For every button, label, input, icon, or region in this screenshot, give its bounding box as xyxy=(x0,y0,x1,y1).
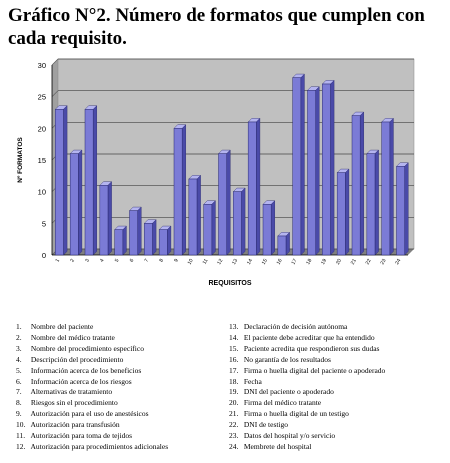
y-tick-label: 20 xyxy=(37,124,46,134)
legend-item-number: 18. xyxy=(229,376,239,386)
x-axis-title: REQUISITOS xyxy=(208,280,252,287)
bar xyxy=(293,78,301,255)
bar xyxy=(189,179,197,255)
x-tick-label: 5 xyxy=(113,258,121,264)
legend-item-text: Nombre del procedimiento específico xyxy=(30,343,144,353)
legend-item-number: 20. xyxy=(229,398,239,408)
bar xyxy=(337,173,345,255)
legend-item-text: Fecha xyxy=(243,376,262,386)
legend-item xyxy=(229,344,449,355)
legend-item xyxy=(229,387,449,398)
legend-item xyxy=(229,431,449,442)
x-tick-label: 23 xyxy=(379,258,388,266)
legend-right-column xyxy=(229,322,449,453)
legend-item xyxy=(16,442,226,453)
bar-side xyxy=(108,182,112,255)
legend-item xyxy=(16,355,226,366)
bar xyxy=(352,116,360,255)
legend-item-number: 17. xyxy=(229,365,239,375)
y-tick-label: 10 xyxy=(37,187,46,197)
bar xyxy=(308,90,316,255)
bar xyxy=(248,122,256,255)
bar xyxy=(55,109,63,255)
legend-item-text: Paciente acredita que respondieron sus dudas xyxy=(243,343,380,353)
bar xyxy=(397,166,405,255)
bar-side xyxy=(360,112,364,255)
legend-item-text: Firma del médico tratante xyxy=(243,398,322,408)
x-tick-label: 2 xyxy=(69,258,76,264)
bar-side xyxy=(316,87,320,255)
legend-item-number: 4. xyxy=(16,354,22,364)
legend-item-number: 16. xyxy=(229,354,239,364)
bar-side xyxy=(345,169,349,255)
bar-side xyxy=(138,207,142,255)
legend-item-text: Autorización para procedimientos adicionales xyxy=(30,441,169,451)
legend-item xyxy=(229,409,449,420)
legend-item xyxy=(229,442,449,453)
legend-item-number: 23. xyxy=(229,431,239,441)
legend-item xyxy=(229,398,449,409)
legend-item-text: Datos del hospital y/o servicio xyxy=(243,431,336,441)
bar-side xyxy=(197,175,201,255)
legend-item-text: Membrete del hospital xyxy=(243,441,312,451)
legend-item-number: 19. xyxy=(229,387,239,397)
legend-item xyxy=(16,344,226,355)
legend-item xyxy=(229,333,449,344)
y-axis-title: Nº FORMATOS xyxy=(17,137,24,183)
bar-side xyxy=(390,118,394,255)
legend-item-text: Información acerca de los riesgos xyxy=(30,376,132,386)
legend-item xyxy=(229,377,449,388)
bar-side xyxy=(63,106,67,255)
legend-item xyxy=(16,398,226,409)
legend-item-number: 14. xyxy=(229,332,239,342)
bar xyxy=(85,109,93,255)
legend-item-number: 10. xyxy=(16,420,26,430)
legend-item xyxy=(16,431,226,442)
bar xyxy=(174,128,182,255)
legend-item-text: El paciente debe acreditar que ha entendido xyxy=(243,332,375,342)
legend-item-number: 6. xyxy=(16,376,22,386)
legend-item-number: 22. xyxy=(229,420,239,430)
x-tick-label: 16 xyxy=(275,258,284,266)
legend-item xyxy=(16,366,226,377)
x-tick-label: 13 xyxy=(231,258,240,266)
legend-item-text: Autorización para transfusión xyxy=(30,420,120,430)
legend-item xyxy=(229,420,449,431)
legend-item-number: 5. xyxy=(16,365,22,375)
x-tick-label: 17 xyxy=(290,258,299,266)
legend-item-text: No garantía de los resultados xyxy=(243,354,331,364)
legend-item-number: 9. xyxy=(16,409,22,419)
x-tick-label: 9 xyxy=(173,258,180,264)
legend-item xyxy=(229,366,449,377)
x-tick-label: 20 xyxy=(335,258,343,266)
bar-side xyxy=(182,125,186,255)
chart-title: Gráfico N°2. Número de formatos que cumplen con cada requisito. xyxy=(8,5,425,49)
bar xyxy=(100,185,108,255)
legend-item-text: Firma o huella digital de un testigo xyxy=(243,409,349,419)
legend-item xyxy=(16,387,226,398)
bar xyxy=(367,154,375,255)
bar-chart xyxy=(0,55,450,320)
legend-item-text: Alternativas de tratamiento xyxy=(30,387,113,397)
legend-item-text: Nombre del médico tratante xyxy=(30,332,115,342)
bar-side xyxy=(167,226,171,255)
bar xyxy=(204,204,212,255)
bar-side xyxy=(241,188,245,255)
bar-side xyxy=(256,118,260,255)
y-tick-label: 5 xyxy=(41,219,46,229)
y-tick-label: 15 xyxy=(37,156,46,165)
bar-side xyxy=(152,220,156,255)
x-tick-label: 7 xyxy=(143,258,151,264)
bar-side xyxy=(123,226,127,255)
legend-item-text: Firma o huella digital del paciente o apoderado xyxy=(243,365,386,375)
x-tick-label: 3 xyxy=(84,258,91,264)
bar xyxy=(278,236,286,255)
x-tick-label: 24 xyxy=(394,258,403,266)
legend-item-number: 2. xyxy=(16,332,22,342)
bar xyxy=(115,230,123,255)
legend-item-number: 13. xyxy=(229,322,239,331)
legend-item xyxy=(229,355,449,366)
legend-item-number: 7. xyxy=(16,387,22,397)
bar xyxy=(159,230,167,255)
bar-side xyxy=(78,150,82,255)
bar-side xyxy=(375,150,379,255)
legend-item-text: Información acerca de los beneficios xyxy=(30,365,142,375)
bar xyxy=(382,122,390,255)
x-tick-label: 1 xyxy=(54,258,62,264)
legend-item-text: Autorización para el uso de anestésicos xyxy=(30,409,149,419)
legend-item-number: 1. xyxy=(16,322,22,331)
bar xyxy=(263,204,271,255)
legend-item-text: Autorización para toma de tejidos xyxy=(30,431,133,441)
legend-left-column xyxy=(16,322,226,453)
legend-item xyxy=(16,322,226,333)
legend-item-number: 3. xyxy=(16,343,22,353)
legend-item xyxy=(229,322,449,333)
bar-side xyxy=(93,106,97,255)
legend-item xyxy=(16,333,226,344)
x-tick-label: 19 xyxy=(320,258,329,266)
x-tick-label: 10 xyxy=(186,258,195,266)
bar xyxy=(219,154,227,255)
x-tick-label: 22 xyxy=(364,258,373,266)
bar-side xyxy=(330,80,334,255)
y-tick-label: 25 xyxy=(37,92,46,102)
legend-item-text: Declaración de decisión autónoma xyxy=(243,322,348,331)
bar xyxy=(144,223,152,255)
y-tick-label: 30 xyxy=(37,61,46,70)
bar xyxy=(130,211,138,255)
x-tick-label: 14 xyxy=(246,258,254,266)
bar xyxy=(233,192,241,255)
bar-side xyxy=(227,150,231,255)
legend-item-number: 8. xyxy=(16,398,22,408)
legend-item-text: Nombre del paciente xyxy=(30,322,94,331)
legend-item-text: DNI del paciente o apoderado xyxy=(243,387,334,397)
bar xyxy=(70,154,78,255)
bar-side xyxy=(212,201,216,255)
legend-item-number: 24. xyxy=(229,441,239,451)
x-tick-label: 6 xyxy=(128,258,136,264)
bar-side xyxy=(301,74,305,255)
legend-item xyxy=(16,409,226,420)
legend-item-text: Descripción del procedimiento xyxy=(30,354,124,364)
legend-item xyxy=(16,377,226,388)
legend-item-number: 12. xyxy=(16,441,26,451)
legend-item-number: 21. xyxy=(229,409,239,419)
bar-side xyxy=(405,163,409,255)
legend-item-number: 15. xyxy=(229,343,239,353)
y-tick-label: 0 xyxy=(41,251,46,260)
legend-item-number: 11. xyxy=(16,431,26,441)
legend-item-text: DNI de testigo xyxy=(243,420,289,430)
bar-side xyxy=(271,201,275,255)
x-tick-label: 11 xyxy=(201,258,210,266)
x-tick-label: 15 xyxy=(260,258,269,266)
bar-side xyxy=(286,232,290,255)
x-tick-label: 21 xyxy=(349,258,358,266)
x-tick-label: 8 xyxy=(158,258,165,264)
legend-item xyxy=(16,420,226,431)
x-tick-label: 4 xyxy=(99,258,106,264)
x-tick-label: 18 xyxy=(305,258,314,266)
legend-item-text: Riesgos sin el procedimiento xyxy=(30,398,118,408)
x-tick-label: 12 xyxy=(216,258,225,266)
bar xyxy=(322,84,330,255)
